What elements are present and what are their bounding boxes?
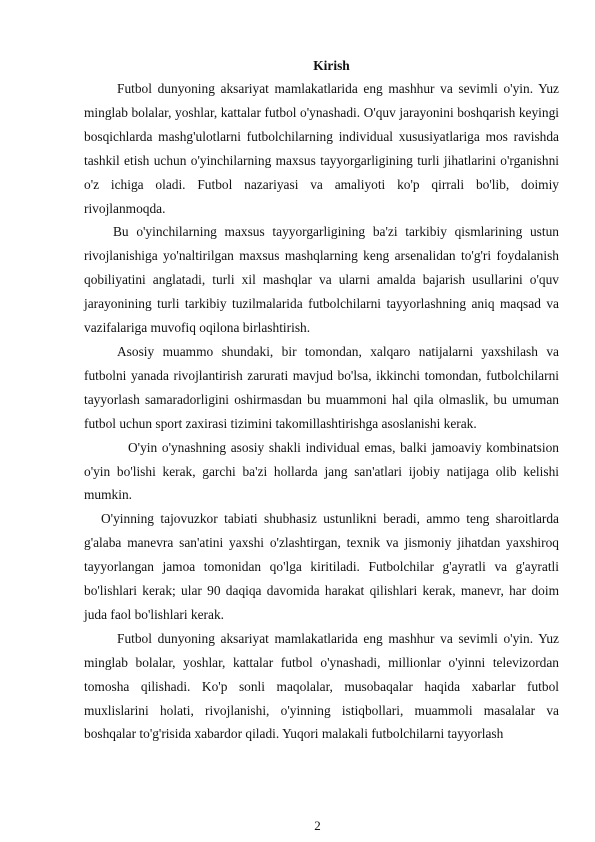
paragraph-1: Futbol dunyoning aksariyat mamlakatlarida eng mashhur va sevimli o'yin. Yuz minglab bolalar, yoshlar, kattalar futbol o'ynashadi. O'quv jarayonini boshqarish keyingi bosqichlarda mashg'ulotlarni futbolchilarning individual xususiyatlariga mos ravishda tashkil etish uchun o'yinchilarning maxsus tayyorgarligining turli jihatlarini o'rganishni o'z ichiga oladi. Futbol nazariyasi va amaliyoti ko'p qirrali bo'lib, doimiy rivojlanmoqda. bbox=[84, 81, 559, 216]
paragraph-3: Asosiy muammo shundaki, bir tomondan, xalqaro natijalarni yaxshilash va futbolni yanada rivojlantirish zarurati mavjud bo'lsa, ikkinchi tomondan, futbolchilarni tayyorlash samaradorligini oshirmasdan bu muammoni hal qila olmaslik, bu umuman futbol uchun sport zaxirasi tizimini takomillashtirishga asoslanishi kerak. bbox=[84, 343, 559, 431]
paragraph-2: Bu o'yinchilarning maxsus tayyorgarligining ba'zi tarkibiy qismlarining ustun rivojlanishiga yo'naltirilgan maxsus mashqlarning keng arsenalidan to'g'ri foydalanish qobiliyatini anglatadi, turli xil mashqlar va ularni amalda bajarish usullarini o'quv jarayonining turli tarkibiy tuzilmalarida futbolchilarni tayyorlashning aniq maqsad va vazifalariga muvofiq oqilona birlashtirish. bbox=[84, 224, 559, 336]
document-page bbox=[84, 55, 559, 746]
section-title: Kirish bbox=[313, 58, 350, 73]
paragraph-4: O'yin o'ynashning asosiy shakli individual emas, balki jamoaviy kombinatsion o'yin bo'lishi kerak, garchi ba'zi hollarda jang san'atlari ijobiy natijaga olib kelishi mumkin. bbox=[84, 439, 559, 503]
paragraph-5: O'yinning tajovuzkor tabiati shubhasiz ustunlikni beradi, ammo teng sharoitlarda g'alaba manevra san'atini yaxshi o'zlashtirgan, texnik va jismoniy jihatdan yaxshiroq tayyorlangan jamoa tomonidan qo'lga kiritiladi. Futbolchilar g'ayratli va g'ayratli bo'lishlari kerak; ular 90 daqiqa davomida harakat qilishlari kerak, manevr, har doim juda faol bo'lishlari kerak. bbox=[84, 511, 559, 622]
paragraph-6: Futbol dunyoning aksariyat mamlakatlarida eng mashhur va sevimli o'yin. Yuz minglab bolalar, yoshlar, kattalar futbol o'ynashadi, millionlar o'yinni televizordan tomosha qilishadi. Ko'p sonli maqolalar, musobaqalar haqida xabarlar futbol muxlislarini holati, rivojlanishi, o'yinning istiqbollari, muammoli masalalar va boshqalar to'g'risida xabardor qiladi. Yuqori malakali futbolchilarni tayyorlash bbox=[84, 630, 559, 742]
page-number: 2 bbox=[314, 818, 321, 833]
